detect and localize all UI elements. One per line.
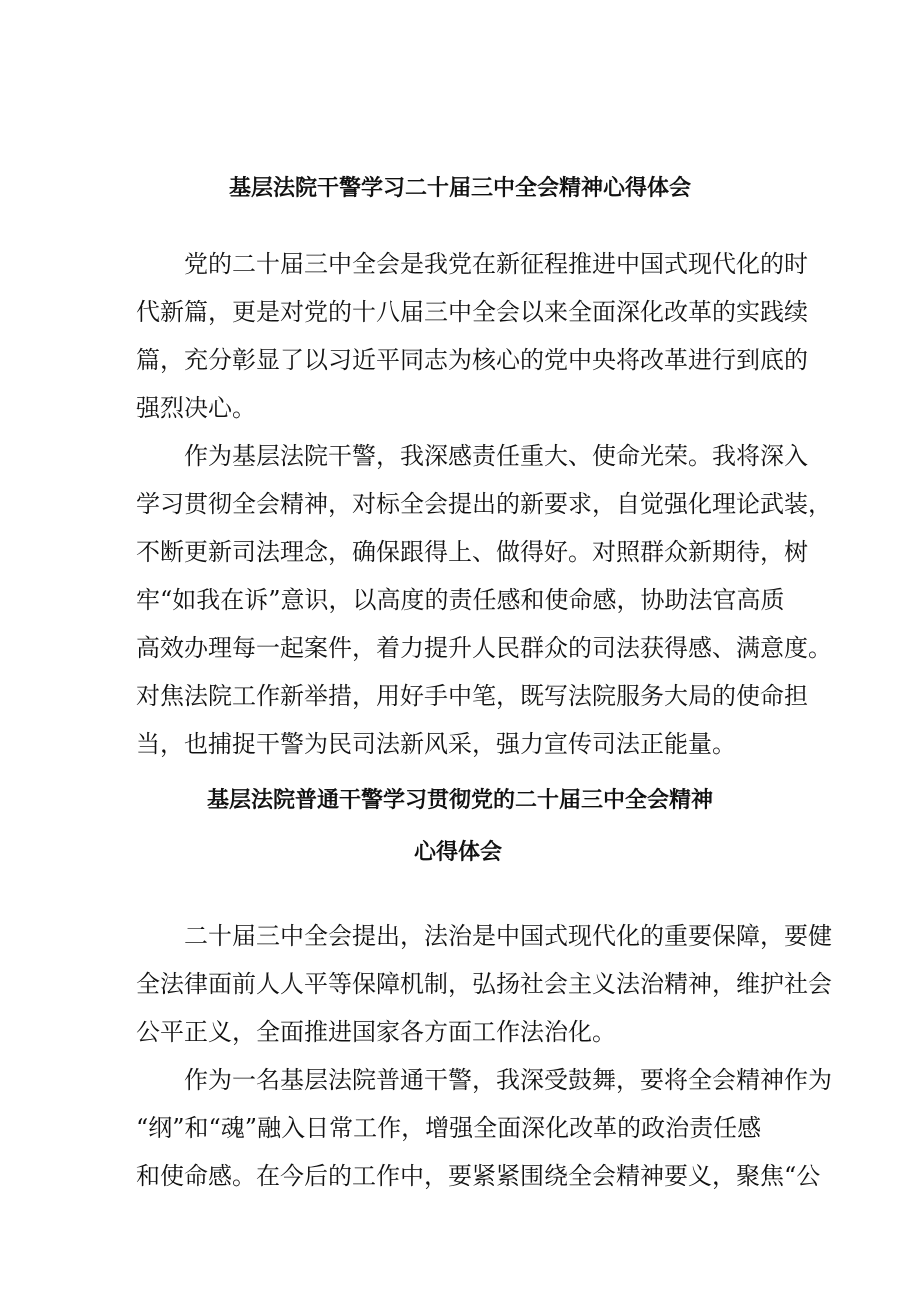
text-line: 和使命感。在今后的工作中，要紧紧围绕全会精神要义，聚焦“公 — [136, 1162, 821, 1190]
text-line: 当，也捕捉干警为民司法新风采，强力宣传司法正能量。 — [136, 730, 736, 758]
text-line: 全法律面前人人平等保障机制，弘扬社会主义法治精神，维护社会 — [136, 970, 832, 998]
text-line: 学习贯彻全会精神，对标全会提出的新要求，自觉强化理论武装， — [136, 490, 832, 518]
section2-title-line-2: 心得体会 — [413, 839, 502, 865]
text-line: 不断更新司法理念，确保跟得上、做得好。对照群众新期待，树 — [136, 538, 808, 566]
text-line: 公平正义，全面推进国家各方面工作法治化。 — [136, 1018, 616, 1046]
section2-title — [0, 774, 920, 878]
text-line: “纲”和“魂”融入日常工作，增强全面深化改革的政治责任感 — [136, 1114, 762, 1142]
text-line: 作为基层法院干警，我深感责任重大、使命光荣。我将深入 — [184, 442, 808, 470]
text-line: 对焦法院工作新举措，用好手中笔，既写法院服务大局的使命担 — [136, 682, 808, 710]
section2-title-line-1: 基层法院普通干警学习贯彻党的二十届三中全会精神 — [206, 787, 713, 813]
text-line: 作为一名基层法院普通干警，我深受鼓舞，要将全会精神作为 — [184, 1066, 832, 1094]
text-line: 篇，充分彰显了以习近平同志为核心的党中央将改革进行到底的 — [136, 346, 808, 374]
text-line: 高效办理每一起案件，着力提升人民群众的司法获得感、满意度。 — [136, 634, 832, 662]
section1-paragraph-1 — [136, 240, 808, 432]
section1-paragraph-2 — [136, 432, 832, 768]
text-line: 二十届三中全会提出，法治是中国式现代化的重要保障，要健 — [184, 922, 832, 950]
text-line: 党的二十届三中全会是我党在新征程推进中国式现代化的时 — [184, 250, 808, 278]
section2-paragraph-2 — [136, 1056, 832, 1200]
section2-paragraph-1 — [136, 912, 832, 1056]
text-line: 牢“如我在诉”意识，以高度的责任感和使命感，协助法官高质 — [136, 586, 785, 614]
text-line: 强烈决心。 — [136, 394, 256, 422]
text-line: 代新篇，更是对党的十八届三中全会以来全面深化改革的实践续 — [136, 298, 808, 326]
section1-title: 基层法院干警学习二十届三中全会精神心得体会 — [228, 175, 691, 201]
